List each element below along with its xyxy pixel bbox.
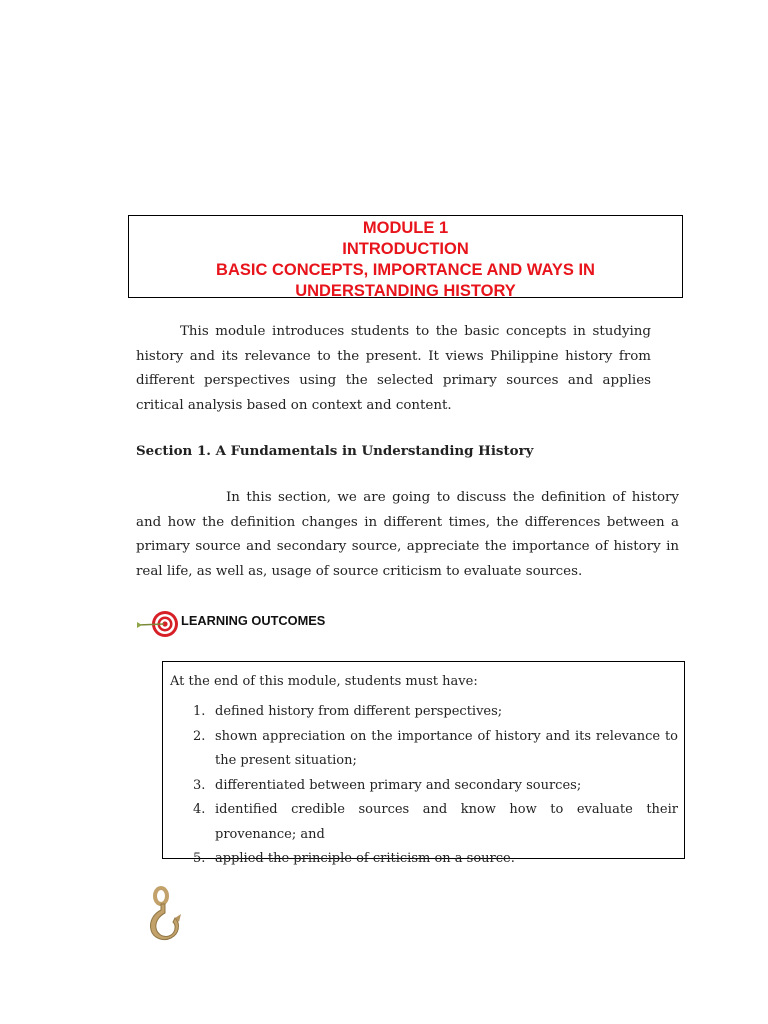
learning-outcomes-label: LEARNING OUTCOMES [181, 613, 326, 628]
module-title-line2: UNDERSTANDING HISTORY [295, 282, 516, 300]
section-paragraph: In this section, we are going to discuss the definition of history and how the definition changes in different times, the differences between a primary source and secondary source, appreciate the importance of history in real life, as well as, usage of source criticism to evaluate sources. [136, 490, 679, 579]
list-item: 4. identified credible sources and know how to evaluate their provenance; and [193, 802, 678, 842]
module-title-line1: BASIC CONCEPTS, IMPORTANCE AND WAYS IN [216, 261, 595, 279]
list-item: 5. applied the principle of criticism on a source. [193, 851, 515, 866]
learning-outcomes-heading [136, 609, 436, 639]
intro-paragraph: This module introduces students to the basic concepts in studying history and its relevance to the present. It views Philippine history from different perspectives using the selected primary sources and applies critical analysis based on context and content. [136, 324, 651, 413]
list-item: 3. differentiated between primary and secondary sources; [193, 777, 582, 793]
list-item: 2. shown appreciation on the importance of history and its relevance to the present situation; [193, 728, 678, 768]
module-title-box [128, 215, 683, 298]
module-number: MODULE 1 [362, 219, 449, 237]
module-subtitle: INTRODUCTION [342, 240, 469, 258]
outcomes-list [163, 700, 678, 872]
list-item: 1. defined history from different perspectives; [193, 704, 503, 719]
section-heading: Section 1. A Fundamentals in Understanding History [136, 443, 534, 459]
target-arrow-icon [136, 609, 180, 639]
hook-icon [139, 886, 189, 946]
outcomes-intro: At the end of this module, students must have: [170, 674, 478, 689]
learning-outcomes-box [162, 661, 685, 866]
